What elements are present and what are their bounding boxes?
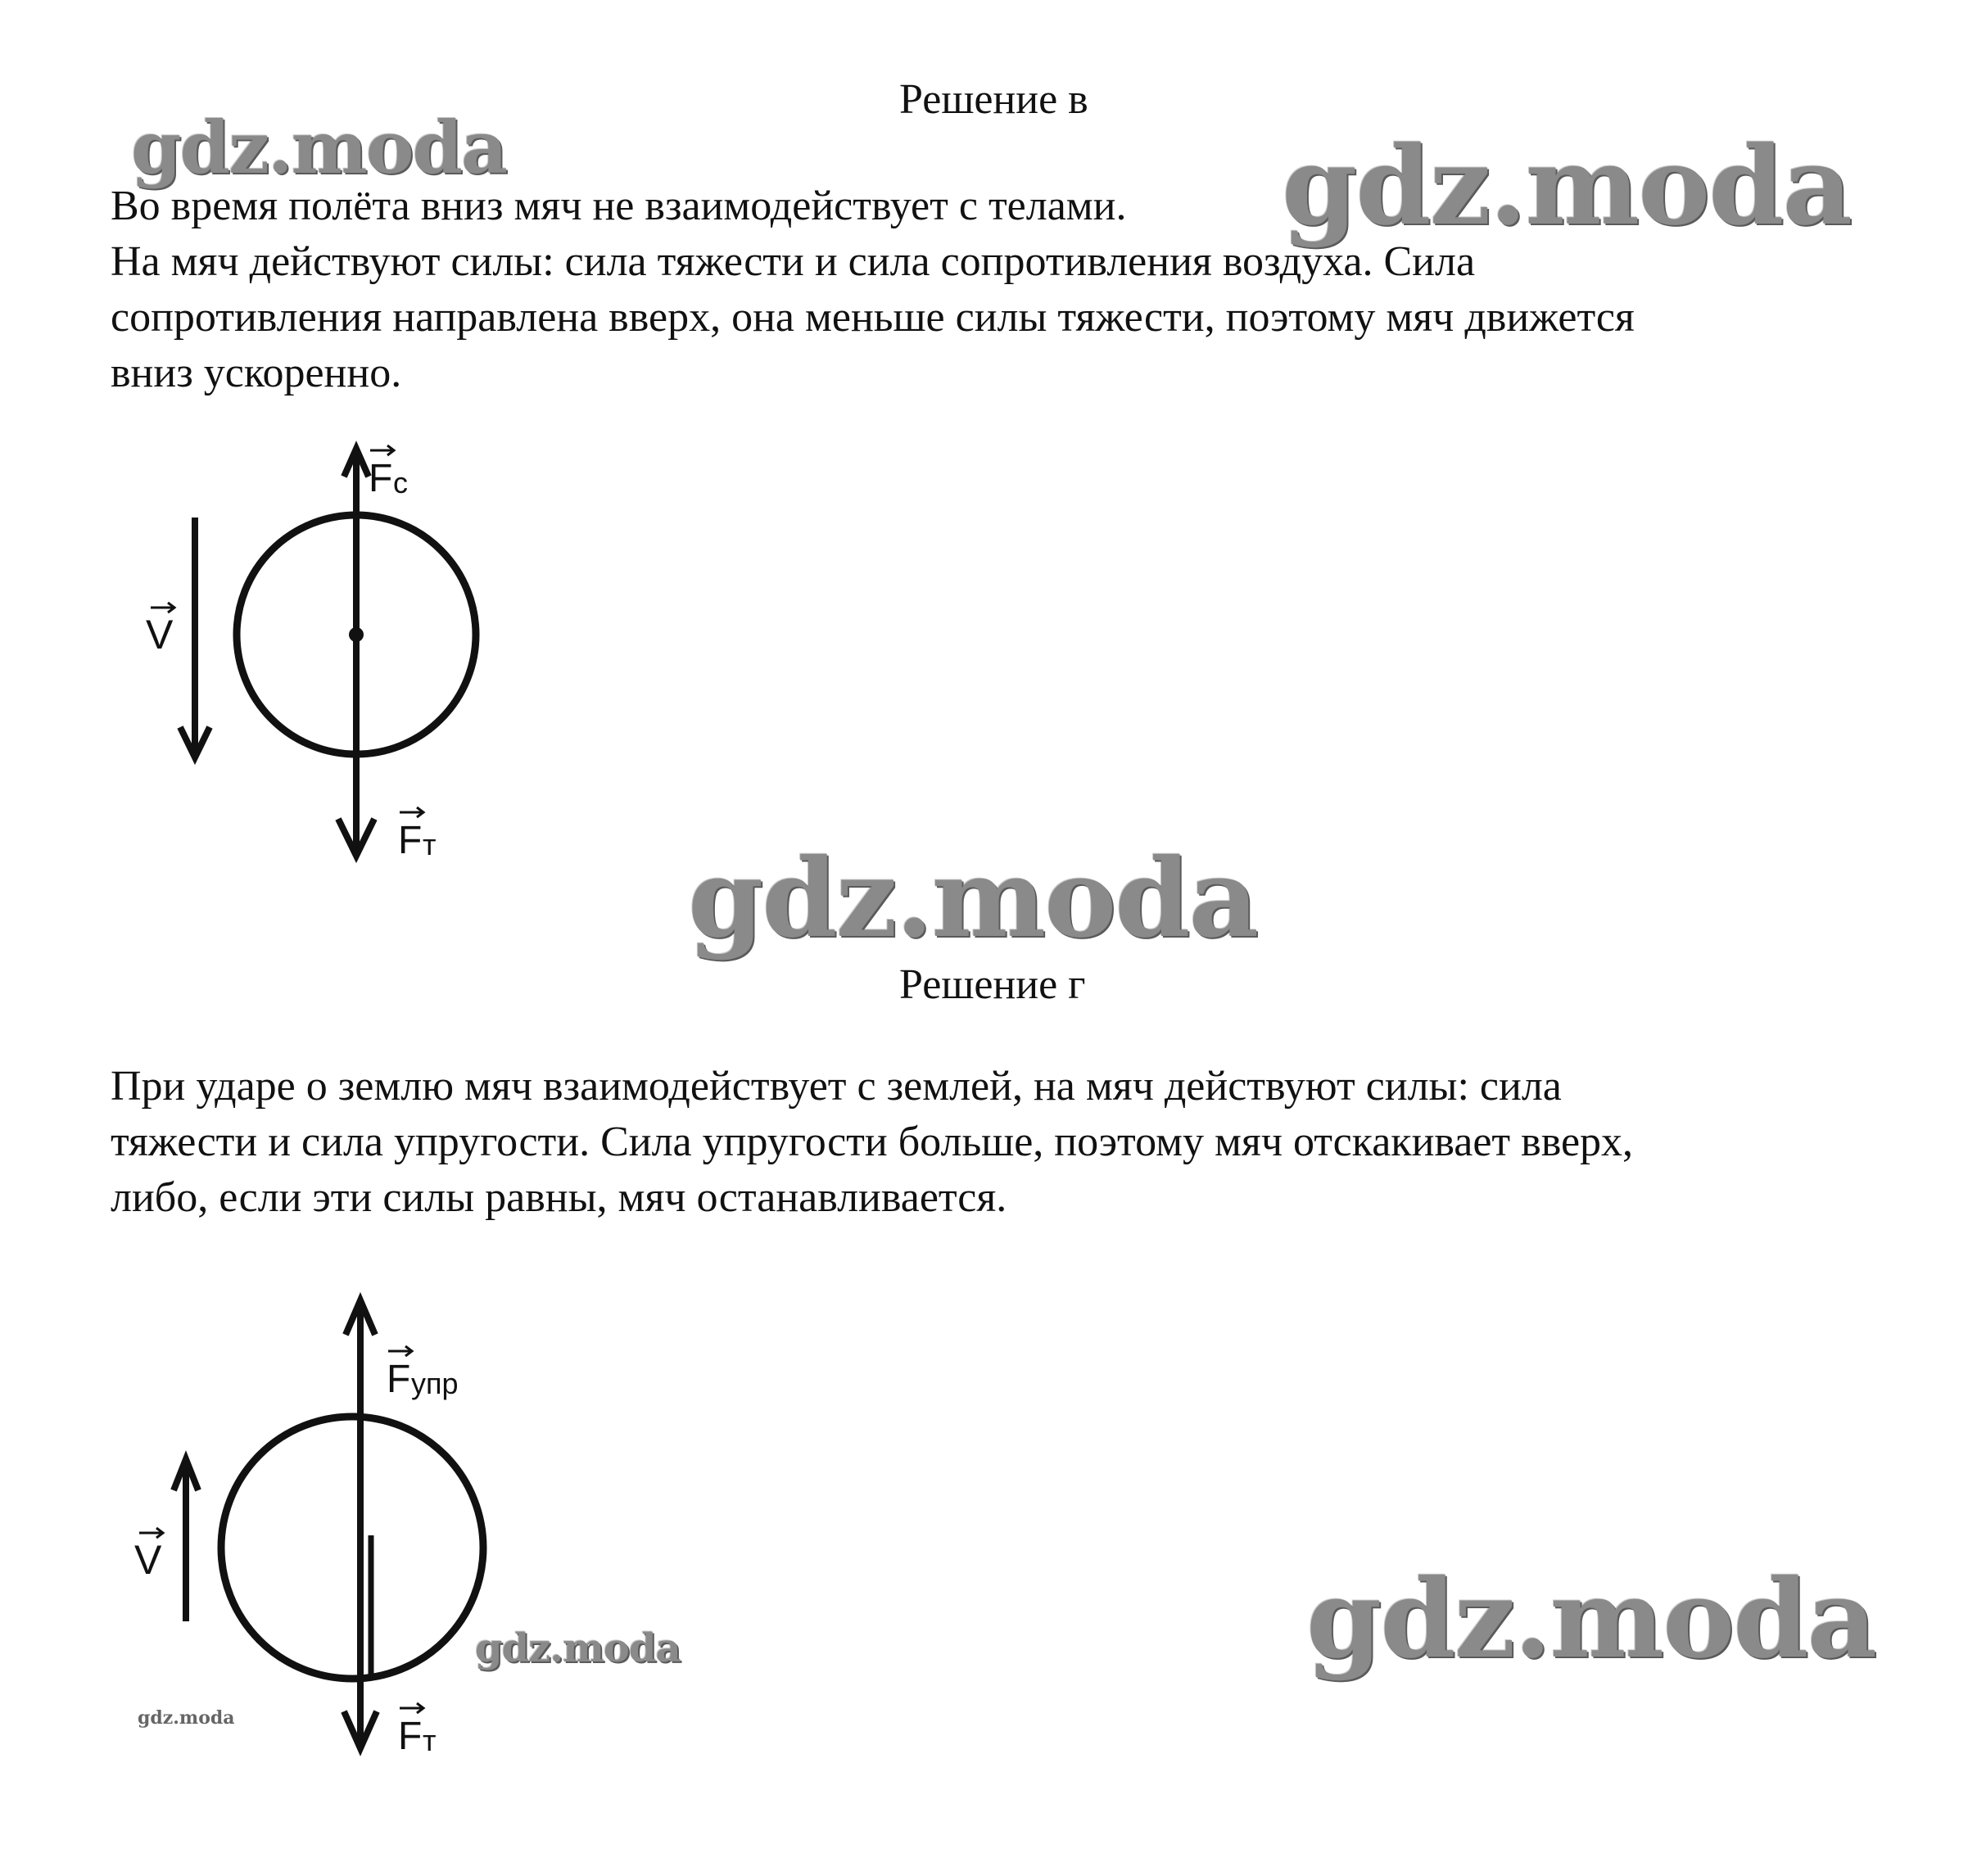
gravity-force-subscript: т — [423, 1724, 437, 1757]
solution-v-heading: Решение в — [899, 76, 1088, 123]
solution-v-line: На мяч действуют силы: сила тяжести и сила сопротивления воздуха. Сила — [111, 238, 1476, 285]
solution-v-text — [111, 179, 1912, 401]
solution-g-line: тяжести и сила упругости. Сила упругости больше, поэтому мяч отскакивает вверх, — [111, 1119, 1634, 1165]
gravity-force-label: F — [398, 1715, 423, 1758]
watermark-logo: gdz.moda — [1306, 1556, 1876, 1683]
solution-g-text — [111, 1059, 1912, 1226]
gravity-force-label: F — [398, 819, 423, 862]
velocity-label: V — [146, 612, 174, 658]
resistance-force-subscript: с — [393, 466, 408, 500]
ball-circle — [221, 1417, 483, 1679]
solution-v-line: сопротивления направлена вверх, она меньше силы тяжести, поэтому мяч движется — [111, 294, 1635, 341]
solution-g-line: либо, если эти силы равны, мяч останавливается. — [111, 1174, 1007, 1221]
watermark-logo: gdz.moda — [475, 1625, 681, 1671]
watermark-logo: gdz.moda — [131, 105, 507, 190]
velocity-label: V — [134, 1537, 162, 1583]
ball-bounce-diagram — [123, 1286, 549, 1777]
ball-falling-diagram — [123, 426, 532, 884]
elastic-force-subscript: упр — [411, 1367, 459, 1400]
solution-v-line: вниз ускоренно. — [111, 350, 402, 396]
resistance-force-label: F — [369, 457, 393, 500]
watermark-logo: gdz.moda — [138, 1707, 235, 1729]
solution-g-line: При ударе о землю мяч взаимодействует с землей, на мяч действуют силы: сила — [111, 1063, 1562, 1110]
gravity-force-subscript: т — [423, 828, 437, 861]
watermark-logo: gdz.moda — [688, 835, 1258, 962]
elastic-force-label: F — [387, 1358, 411, 1401]
watermark-logo: gdz.moda — [1282, 123, 1852, 250]
solution-g-heading: Решение г — [899, 961, 1086, 1008]
solution-v-line: Во время полёта вниз мяч не взаимодействует с телами. — [111, 183, 1127, 229]
